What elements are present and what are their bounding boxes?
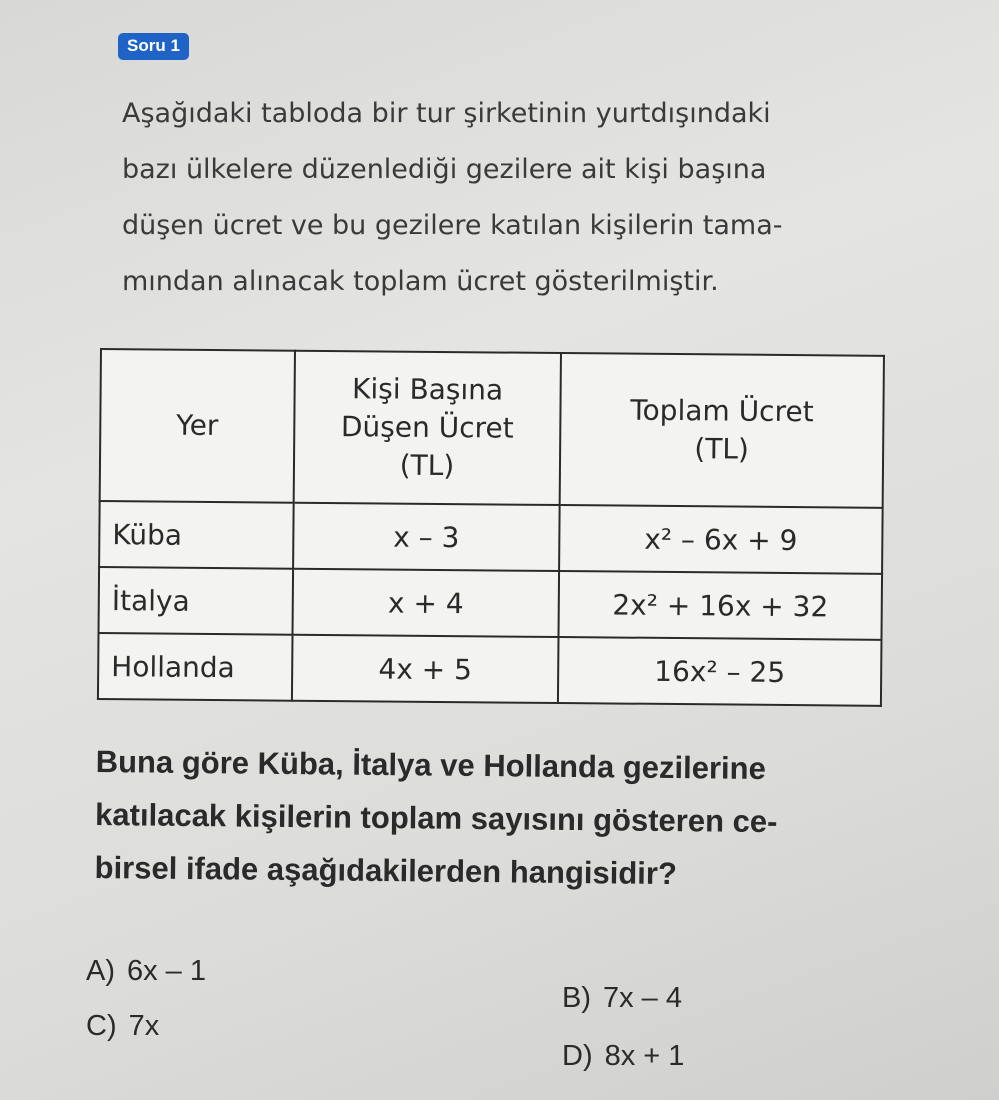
question-text (94, 735, 956, 903)
option-letter: A) (86, 955, 115, 987)
header-place: Yer (100, 349, 295, 503)
option-text: 7x (128, 1010, 160, 1042)
cell-place: Küba (99, 501, 294, 569)
cell-place: Hollanda (98, 633, 293, 701)
option-a[interactable] (86, 955, 206, 988)
table-row (99, 501, 883, 574)
option-text: 8x + 1 (604, 1040, 685, 1072)
option-d[interactable] (562, 1040, 684, 1073)
option-b[interactable] (562, 982, 682, 1015)
question-line: birsel ifade aşağıdakilerden hangisidir? (94, 849, 678, 892)
cell-per-person: x + 4 (293, 569, 560, 637)
intro-line: Aşağıdaki tabloda bir tur şirketinin yurtdışındaki (122, 98, 771, 129)
fee-table (97, 348, 885, 707)
question-number-badge: Soru 1 (118, 33, 189, 60)
question-line: Buna göre Küba, İtalya ve Hollanda gezilerine (95, 743, 766, 787)
question-line: katılacak kişilerin toplam sayısını gösteren ce- (94, 796, 778, 840)
option-text: 6x – 1 (127, 955, 206, 987)
cell-total: 16x² – 25 (558, 637, 882, 706)
table-header-row (100, 349, 884, 508)
header-total-fee: Toplam Ücret (TL) (560, 353, 884, 508)
cell-total: 2x² + 16x + 32 (558, 571, 882, 640)
intro-line: mından alınacak toplam ücret gösterilmiştir. (122, 266, 719, 297)
header-per-person-fee: Kişi Başına Düşen Ücret (TL) (294, 351, 561, 505)
option-letter: D) (562, 1040, 593, 1072)
option-letter: C) (86, 1010, 117, 1042)
table-row (98, 633, 882, 706)
cell-total: x² – 6x + 9 (559, 505, 883, 574)
cell-per-person: x – 3 (293, 503, 560, 571)
option-text: 7x – 4 (603, 982, 682, 1014)
option-c[interactable] (86, 1010, 159, 1043)
intro-line: düşen ücret ve bu gezilere katılan kişilerin tama- (122, 210, 783, 241)
intro-line: bazı ülkelere düzenlediği gezilere ait kişi başına (122, 154, 767, 185)
table-row (99, 567, 883, 640)
intro-paragraph (122, 86, 942, 310)
cell-place: İtalya (99, 567, 294, 635)
cell-per-person: 4x + 5 (292, 635, 559, 703)
option-letter: B) (562, 982, 591, 1014)
